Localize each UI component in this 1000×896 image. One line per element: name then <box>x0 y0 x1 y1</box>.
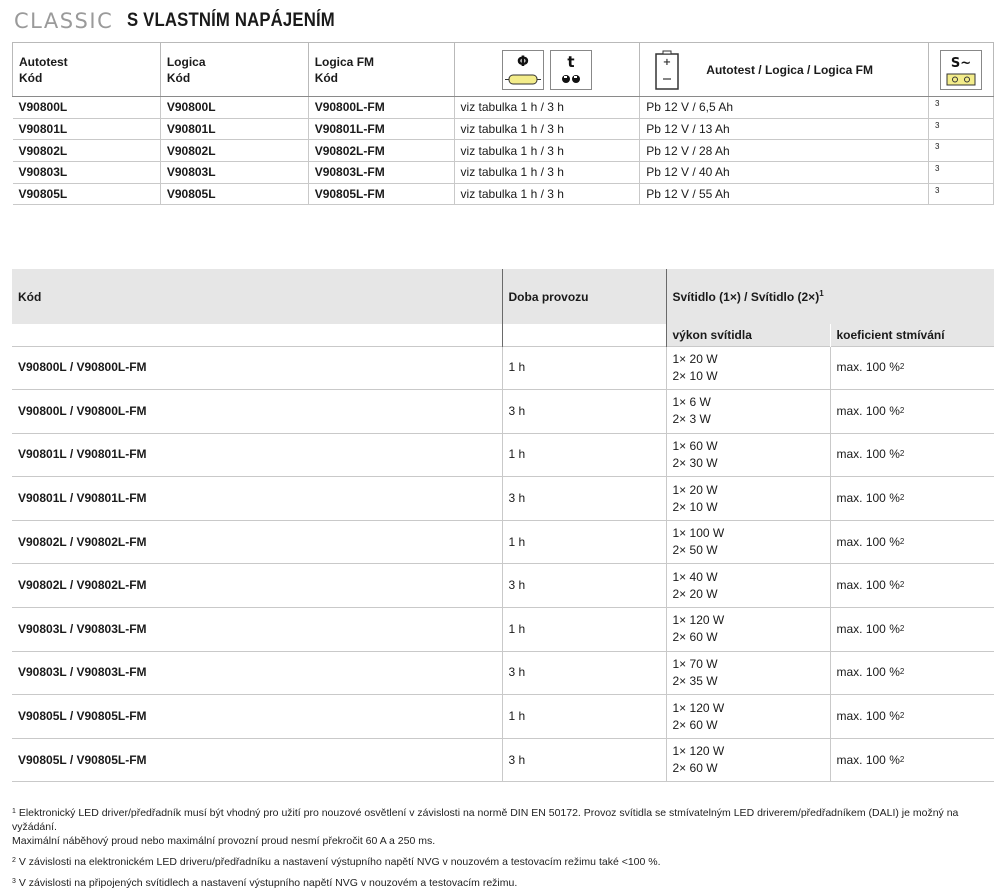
vykon-2x: 2× 50 W <box>672 543 718 558</box>
koeficient-value: max. 100 % <box>836 709 900 724</box>
cell-vykon <box>666 346 830 390</box>
vykon-1x: 1× 120 W <box>672 613 725 628</box>
header-autotest <box>13 43 161 97</box>
header-doba-provozu: Doba provozu <box>502 269 666 324</box>
cell-koeficient <box>830 695 994 739</box>
vykon-2x: 2× 60 W <box>672 630 718 645</box>
vykon-2x: 2× 10 W <box>672 368 718 383</box>
cell-doba: 3 h <box>502 651 666 695</box>
header-svitidlo-label: Svítidlo (1×) / Svítidlo (2×) <box>672 289 820 304</box>
cell-vykon <box>666 477 830 521</box>
t-icon-label: t <box>567 52 575 71</box>
cell-vykon <box>666 520 830 564</box>
cell-koeficient <box>830 564 994 608</box>
header-operation-time <box>454 43 640 97</box>
vykon-1x: 1× 70 W <box>672 656 718 671</box>
table-row <box>12 695 994 739</box>
cell-koeficient <box>830 477 994 521</box>
header-svitidlo <box>666 269 994 324</box>
table-row <box>12 608 994 652</box>
cell-doba: 1 h <box>502 608 666 652</box>
table-row <box>13 118 994 140</box>
footnote-ref: 2 <box>899 405 905 415</box>
footnote-ref: 2 <box>899 580 905 590</box>
cell-logica-fm-code: V90805L-FM <box>308 183 454 205</box>
vykon-2x: 2× 3 W <box>672 412 711 427</box>
vykon-2x: 2× 10 W <box>672 499 718 514</box>
cell-autotest-code: V90800L <box>13 97 161 119</box>
koeficient-value: max. 100 % <box>836 752 900 767</box>
vykon-1x: 1× 60 W <box>672 438 718 453</box>
cell-note: 3 <box>928 162 993 184</box>
vykon-2x: 2× 35 W <box>672 673 718 688</box>
footnote-ref: 1 <box>819 288 824 298</box>
cell-koeficient <box>830 433 994 477</box>
cell-kod: V90805L / V90805L-FM <box>12 695 502 739</box>
vykon-1x: 1× 120 W <box>672 700 725 715</box>
table-row <box>13 140 994 162</box>
vykon-1x: 1× 40 W <box>672 569 718 584</box>
cell-doba: 1 h <box>502 695 666 739</box>
footnotes <box>12 806 992 896</box>
header-switched <box>928 43 993 97</box>
table-row <box>13 97 994 119</box>
cell-doba: 1 h <box>502 433 666 477</box>
cell-kod: V90802L / V90802L-FM <box>12 520 502 564</box>
brand-title: CLASSIC <box>14 9 114 33</box>
cell-logica-fm-code: V90800L-FM <box>308 97 454 119</box>
cell-vykon <box>666 695 830 739</box>
s-icon-label: S~ <box>950 55 972 71</box>
koeficient-value: max. 100 % <box>836 534 900 549</box>
cell-operation-time: viz tabulka 1 h / 3 h <box>454 162 640 184</box>
cell-koeficient <box>830 390 994 434</box>
vykon-2x: 2× 30 W <box>672 455 718 470</box>
cell-operation-time: viz tabulka 1 h / 3 h <box>454 183 640 205</box>
table-row <box>12 477 994 521</box>
table-row <box>12 564 994 608</box>
vykon-1x: 1× 20 W <box>672 482 718 497</box>
cell-battery: Pb 12 V / 55 Ah <box>640 183 929 205</box>
table-row <box>13 183 994 205</box>
cell-kod: V90803L / V90803L-FM <box>12 651 502 695</box>
cell-kod: V90805L / V90805L-FM <box>12 738 502 782</box>
cell-logica-fm-code: V90802L-FM <box>308 140 454 162</box>
header-logica-fm-line1: Logica FM <box>314 54 375 69</box>
product-codes-table <box>12 42 994 205</box>
footnote-ref: 2 <box>899 754 905 764</box>
cell-kod: V90803L / V90803L-FM <box>12 608 502 652</box>
header-logica <box>160 43 308 97</box>
cell-operation-time: viz tabulka 1 h / 3 h <box>454 118 640 140</box>
header-kod: Kód <box>12 269 502 324</box>
cell-kod: V90800L / V90800L-FM <box>12 346 502 390</box>
cell-logica-code: V90802L <box>160 140 308 162</box>
cell-vykon <box>666 564 830 608</box>
footnote-1: $^1$ Elektronický LED driver/předřadník musí být vhodný pro užití pro nouzové osvětlení v závislosti na normě DIN EN 50172. Provoz svítidla se stmívatelným LED driverem/předřadníkem (DALI) je možný na vyžádání. Maximální náběhový proud nebo maximální provozní proud nesmí překročit 60 A a 250 ms. <box>12 807 959 847</box>
page-subtitle: S VLASTNÍM NAPÁJENÍM <box>127 10 336 31</box>
footnote-ref: 2 <box>899 536 905 546</box>
koeficient-value: max. 100 % <box>836 491 900 506</box>
cell-vykon <box>666 608 830 652</box>
vykon-1x: 1× 120 W <box>672 744 725 759</box>
footnote-2: $^2$ V závislosti na elektronickém LED driveru/předřadníku a nastavení výstupního napětí NVG v nouzovém a testovacím režimu také <100 %. <box>12 856 661 868</box>
table-row <box>13 162 994 184</box>
header-logica-line2: Kód <box>166 70 191 85</box>
cell-battery: Pb 12 V / 28 Ah <box>640 140 929 162</box>
vykon-2x: 2× 20 W <box>672 586 718 601</box>
table-row <box>12 520 994 564</box>
koeficient-value: max. 100 % <box>836 403 900 418</box>
table-header-row <box>13 43 994 97</box>
vykon-2x: 2× 60 W <box>672 717 718 732</box>
cell-note: 3 <box>928 118 993 140</box>
cell-doba: 3 h <box>502 390 666 434</box>
cell-doba: 1 h <box>502 520 666 564</box>
cell-logica-fm-code: V90801L-FM <box>308 118 454 140</box>
cell-battery: Pb 12 V / 13 Ah <box>640 118 929 140</box>
koeficient-value: max. 100 % <box>836 621 900 636</box>
cell-kod: V90801L / V90801L-FM <box>12 433 502 477</box>
table-row <box>12 346 994 390</box>
header-koeficient: koeficient stmívání <box>830 324 994 346</box>
cell-battery: Pb 12 V / 40 Ah <box>640 162 929 184</box>
battery-icon <box>646 49 688 91</box>
cell-battery: Pb 12 V / 6,5 Ah <box>640 97 929 119</box>
cell-koeficient <box>830 346 994 390</box>
cell-vykon <box>666 390 830 434</box>
cell-note: 3 <box>928 140 993 162</box>
cell-autotest-code: V90801L <box>13 118 161 140</box>
header-battery <box>640 43 929 97</box>
cell-operation-time: viz tabulka 1 h / 3 h <box>454 140 640 162</box>
footnote-ref: 2 <box>899 493 905 503</box>
header-logica-fm <box>308 43 454 97</box>
vykon-1x: 1× 6 W <box>672 395 711 410</box>
header-logica-line1: Logica <box>166 54 206 69</box>
cell-autotest-code: V90805L <box>13 183 161 205</box>
cell-kod: V90801L / V90801L-FM <box>12 477 502 521</box>
header-autotest-line2: Kód <box>19 70 43 85</box>
cell-kod: V90802L / V90802L-FM <box>12 564 502 608</box>
table2-subheader-row <box>12 324 994 346</box>
koeficient-value: max. 100 % <box>836 447 900 462</box>
header-vykon: výkon svítidla <box>666 324 830 346</box>
table-row <box>12 651 994 695</box>
footnote-ref: 2 <box>899 362 905 372</box>
table-row <box>12 433 994 477</box>
cell-vykon <box>666 738 830 782</box>
cell-logica-code: V90803L <box>160 162 308 184</box>
footnote-ref: 2 <box>899 667 905 677</box>
footnote-ref: 2 <box>899 449 905 459</box>
cell-doba: 3 h <box>502 564 666 608</box>
page-header <box>14 6 363 36</box>
phi-icon-label: Φ <box>516 53 529 70</box>
cell-autotest-code: V90802L <box>13 140 161 162</box>
cell-logica-code: V90805L <box>160 183 308 205</box>
cell-vykon <box>666 651 830 695</box>
cell-doba: 3 h <box>502 477 666 521</box>
time-icon <box>550 50 592 90</box>
footnote-ref: 2 <box>899 623 905 633</box>
cell-logica-code: V90801L <box>160 118 308 140</box>
svg-text:+: + <box>663 56 672 68</box>
cell-koeficient <box>830 738 994 782</box>
koeficient-value: max. 100 % <box>836 578 900 593</box>
table-row <box>12 738 994 782</box>
cell-doba: 3 h <box>502 738 666 782</box>
cell-doba: 1 h <box>502 346 666 390</box>
koeficient-value: max. 100 % <box>836 665 900 680</box>
vykon-1x: 1× 100 W <box>672 526 725 541</box>
cell-koeficient <box>830 520 994 564</box>
cell-logica-fm-code: V90803L-FM <box>308 162 454 184</box>
cell-kod: V90800L / V90800L-FM <box>12 390 502 434</box>
footnote-3: $^3$ V závislosti na připojených svítidlech a nastavení výstupního napětí NVG v nouzovém a testovacím režimu. <box>12 877 518 889</box>
cell-koeficient <box>830 608 994 652</box>
header-autotest-line1: Autotest <box>19 54 68 69</box>
cell-autotest-code: V90803L <box>13 162 161 184</box>
operation-time-table <box>12 269 994 782</box>
koeficient-value: max. 100 % <box>836 360 900 375</box>
vykon-2x: 2× 60 W <box>672 761 718 776</box>
cell-note: 3 <box>928 183 993 205</box>
vykon-1x: 1× 20 W <box>672 351 718 366</box>
luminous-flux-icon <box>502 50 544 90</box>
cell-note: 3 <box>928 97 993 119</box>
table2-header-row <box>12 269 994 324</box>
cell-vykon <box>666 433 830 477</box>
cell-koeficient <box>830 651 994 695</box>
switched-supply-icon <box>940 50 982 90</box>
battery-header-label: Autotest / Logica / Logica FM <box>706 62 873 77</box>
table-row <box>12 390 994 434</box>
cell-logica-code: V90800L <box>160 97 308 119</box>
cell-operation-time: viz tabulka 1 h / 3 h <box>454 97 640 119</box>
header-logica-fm-line2: Kód <box>314 70 339 85</box>
footnote-ref: 2 <box>899 711 905 721</box>
